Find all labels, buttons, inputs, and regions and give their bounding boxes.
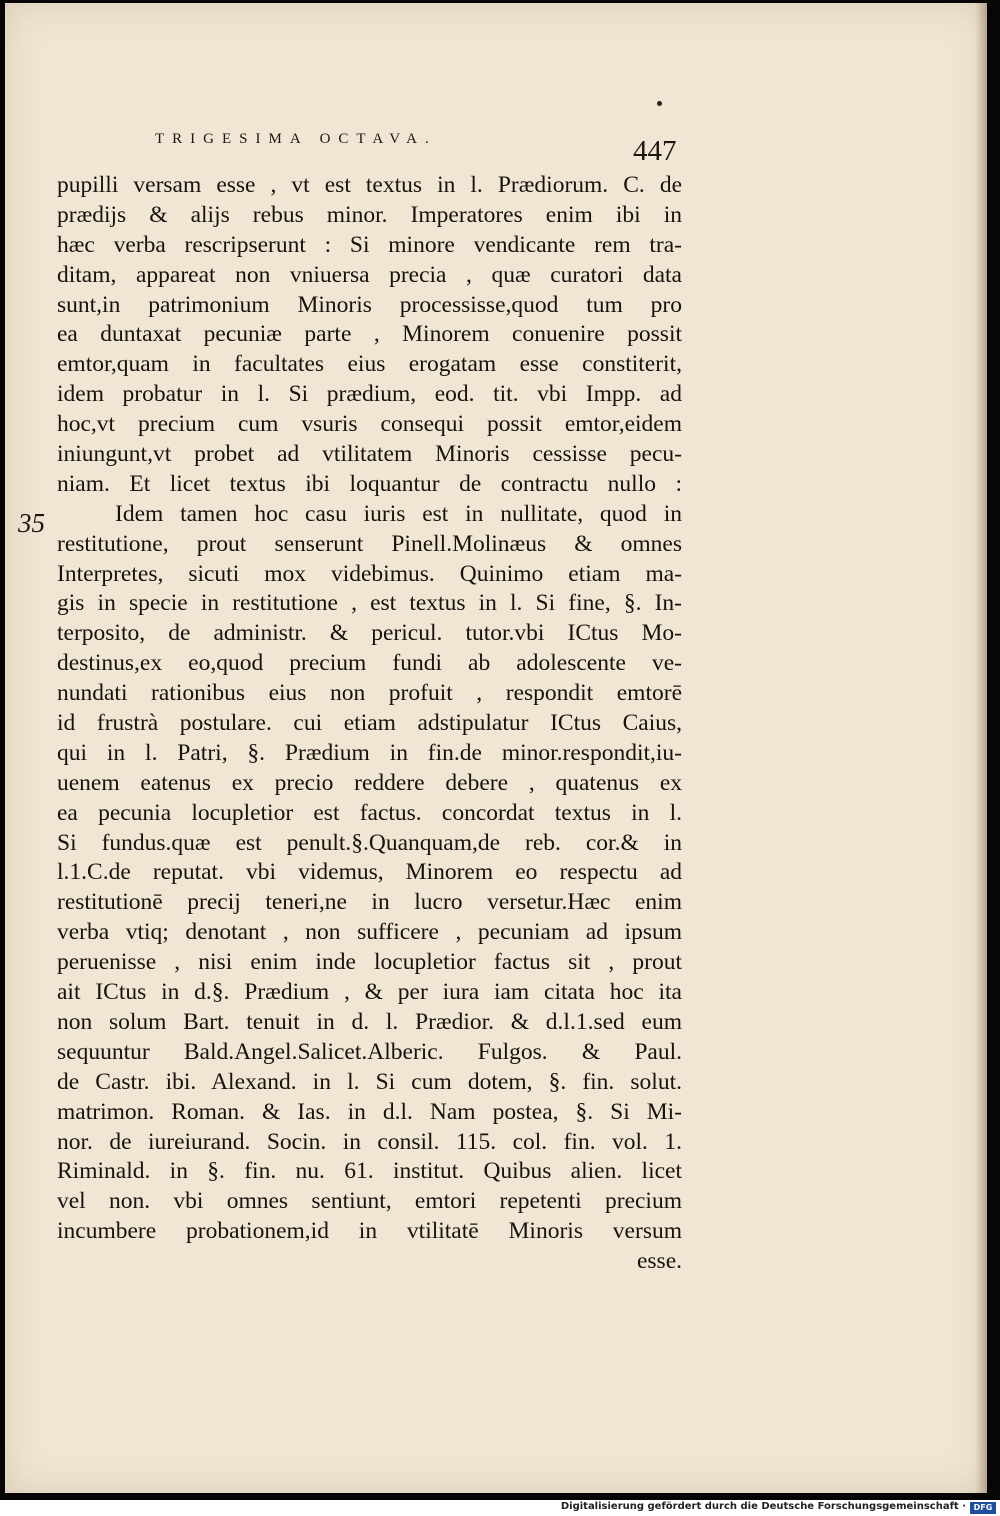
text-line: incumbere probationem,id in vtilitatē Minoris versum	[57, 1218, 682, 1245]
text-line: non solum Bart. tenuit in d. l. Prædior. & d.l.1.sed eum	[57, 1008, 682, 1035]
text-line: restitutionē precij teneri,ne in lucro versetur.Hæc enim	[57, 889, 682, 916]
text-line: nundati rationibus eius non profuit , respondit emtorē	[57, 680, 682, 707]
text-line: pupilli versam esse , vt est textus in l. Prædiorum. C. de	[57, 172, 682, 198]
text-line: Interpretes, sicuti mox videbimus. Quinimo etiam ma-	[57, 560, 682, 587]
text-line: Si fundus.quæ est penult.§.Quanquam,de reb. cor.& in	[57, 829, 682, 856]
text-line: id frustrà postulare. cui etiam adstipulatur ICtus Caius,	[57, 710, 682, 737]
margin-number: 35	[18, 508, 45, 538]
text-line: prædijs & alijs rebus minor. Imperatores enim ibi in	[57, 201, 682, 228]
page-number: 447	[633, 135, 677, 167]
text-line: terposito, de administr. & pericul. tutor.vbi ICtus Mo-	[57, 620, 682, 647]
text-line: emtor,quam in facultates eius erogatam esse constiterit,	[57, 351, 682, 378]
text-line: sequuntur Bald.Angel.Salicet.Alberic. Fulgos. & Paul.	[57, 1038, 682, 1065]
text-line: iniungunt,vt probet ad vtilitatem Minoris cessisse pecu-	[57, 441, 682, 468]
running-head: TRIGESIMA OCTAVA.	[155, 131, 437, 147]
text-line: hoc,vt precium cum vsuris consequi possit emtor,eidem	[57, 411, 682, 438]
ink-dot	[657, 101, 662, 106]
text-line: peruenisse , nisi enim inde locupletior factus sit , prout	[57, 949, 682, 976]
text-line: restitutione, prout senserunt Pinell.Molinæus & omnes	[57, 530, 682, 557]
text-line: ditam, appareat non vniuersa precia , quæ curatori data	[57, 261, 682, 288]
text-line: l.1.C.de reputat. vbi videmus, Minorem eo respectu ad	[57, 859, 682, 886]
text-line: idem probatur in l. Si prædium, eod. tit. vbi Impp. ad	[57, 381, 682, 408]
text-line: Riminald. in §. fin. nu. 61. institut. Quibus alien. licet	[57, 1158, 682, 1185]
text-line: verba vtiq; denotant , non sufficere , pecuniam ad ipsum	[57, 919, 682, 946]
text-line: niam. Et licet textus ibi loquantur de contractu nullo :	[57, 470, 682, 497]
text-line: hæc verba rescripserunt : Si minore vendicante rem tra-	[57, 231, 682, 258]
text-line: qui in l. Patri, §. Prædium in fin.de minor.respondit,iu-	[57, 739, 682, 766]
text-line: nor. de iureiurand. Socin. in consil. 115. col. fin. vol. 1.	[57, 1128, 682, 1155]
text-line: uenem eatenus ex precio reddere debere , quatenus ex	[57, 769, 682, 796]
funding-credit: Digitalisierung gefördert durch die Deutsche Forschungsgemeinschaft ·	[560, 1501, 966, 1512]
dfg-logo: DFG	[970, 1502, 996, 1514]
text-line: matrimon. Roman. & Ias. in d.l. Nam postea, §. Si Mi-	[57, 1098, 682, 1125]
body-text	[57, 171, 682, 1277]
text-line: destinus,ex eo,quod precium fundi ab adolescente ve-	[57, 650, 682, 677]
text-line: de Castr. ibi. Alexand. in l. Si cum dotem, §. fin. solut.	[57, 1068, 682, 1095]
catchword-line: esse.	[636, 1248, 682, 1275]
book-page	[5, 3, 987, 1493]
text-line: vel non. vbi omnes sentiunt, emtori repetenti precium	[57, 1188, 682, 1215]
text-line: ea pecunia locupletior est factus. concordat textus in l.	[57, 799, 682, 826]
text-line: gis in specie in restitutione , est textus in l. Si fine, §. In-	[57, 590, 682, 617]
text-line: sunt,in patrimonium Minoris processisse,quod tum pro	[57, 291, 682, 318]
paragraph-start-line: Idem tamen hoc casu iuris est in nullitate, quod in	[115, 500, 682, 527]
text-line: ea duntaxat pecuniæ parte , Minorem conuenire possit	[57, 321, 682, 348]
text-line: ait ICtus in d.§. Prædium , & per iura iam citata hoc ita	[57, 979, 682, 1006]
